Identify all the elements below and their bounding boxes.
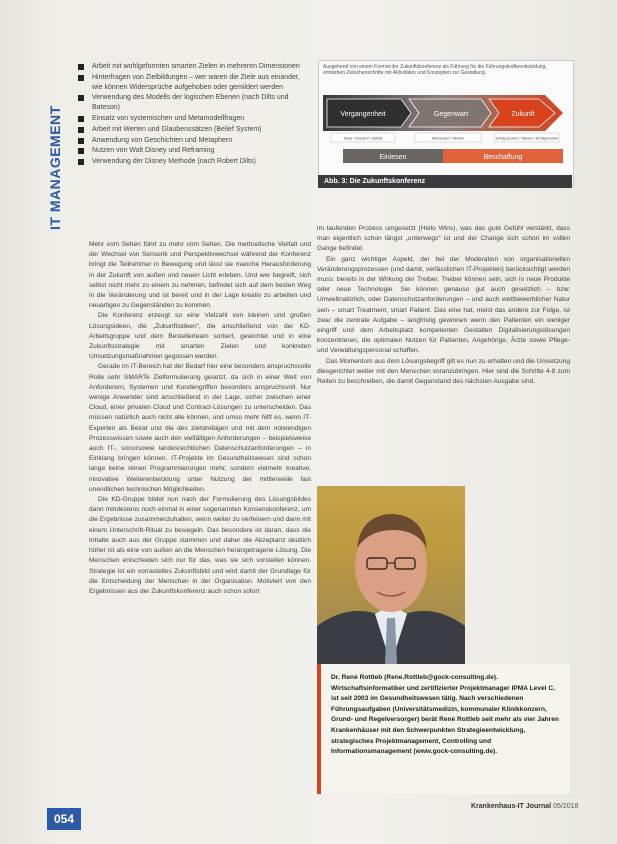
- right-text-column: [317, 224, 570, 484]
- stage-label: Vergangenheit: [340, 111, 386, 118]
- bullet-item: Verwendung der Disney Methode (nach Robert Dilts): [78, 157, 310, 167]
- bullet-item: Verwendung des Modells der logischen Ebenen (nach Dilts und Bateson): [78, 93, 310, 113]
- paragraph: Mehr vom Sehen führt zu mehr vom Sehen. Die methodische Vielfalt und der Wechsel von Sensorik und Perspektivwechsel während der Konferenz bringt die Teilnehmer in Bewegung und lässt sie manche Herausforderung in der Zukunft von außen und neuen Licht erleben. Und wer begreift, sich selbst nicht mehr zu einem zu nehmen, befindet sich auf dem besten Weg in die Veränderung und ist bereit und in der Lage kreativ zu arbeiten und neuartigen zu Gegenständen zu kommen.: [89, 241, 311, 310]
- author-bio: Dr. René Rottleb (Rene.Rottleb@gock-consulting.de). Wirtschaftsinformatiker und zertifizierter Projektmanager IPMA Level C, ist seit 2003 im Gesundheitswesen tätig. Nach verschiedenen Führungsaufgaben (Universitätsmedizin, kommunaler Klinikkonzern, Grund- und Regelversorger) berät René Rottleb seit mehr als vier Jahren Krankenhäuser mit den Schwerpunkten Strategieentwicklung, strategisches Projektmanagement, Controlling und Informationsmanagement (www.gock-consulting.de).: [331, 674, 559, 756]
- bullet-item: Anwendung von Geschichten und Metaphern: [78, 136, 310, 146]
- journal-title: Krankenhaus-IT Journal: [471, 803, 552, 810]
- timeline-graphic: [323, 87, 567, 171]
- stage-label: Zukunft: [511, 111, 535, 118]
- bullet-item: Einsatz von systemischen und Metamodellfragen: [78, 114, 310, 124]
- sub-label: Erfolg suchen / Wissen / Erfolgsmodell: [496, 136, 558, 141]
- paragraph: Ein ganz wichtiger Aspekt, der bei der Moderation von organisationellen Veränderungsprozessen (und damit, verlässlichen IT-Projekten) berücksichtigt werden muss: bereits in der Wirkung der Treiber. Treiber können sein, sich in neue Produkte oder neue Technologie. Sie können genauso gut auch gesetzlich – bzw. Umweltnatürlich, oder Datenschutzanforderungen – und auch wettbewerblicher Natur sein – smart Treatment, smart Patient. Das eine hat, meist das andere zur Folge, ist zwar die zentrale Aufgabe – langfristig gewinnen wenn den Patienten ein weniger eingriff und dem Arbeitsplatz kompetenten Gestalten Digitalisierungslösungen konzentrieren, die optimalen Nutzen für Patienten, Angehörige, Ärzte sowie Pflege- und Verwaltungspersonal schaffen.: [317, 255, 570, 355]
- figure-zukunftskonferenz: [318, 60, 574, 186]
- bullet-item: Nutzen von Walt Disney und Reframing: [78, 146, 310, 156]
- paragraph: Die Konferenz erzeugt so eine Vielzahl von kleinen und großen Lösungsideen, die „Zukunftsideen“, die anschließend von der KD-Arbeitsgruppe und dem Bestellerteam sortiert, gewichtet und in eine Zukunftsstrategie mit smarten Zielen und konkreten Umsetzungsmaßnahmen gegossen werden.: [89, 312, 311, 361]
- paragraph: Die KD-Gruppe bildet nun nach der Formulierung des Lösungsbildes dann mindestens noch einmal in einer sogenannten Konsenskonferenz, um die Ergebnisse zusammenzuhalten, wenn weiter zu verfeinern und dann mit einem Unterschrift-Ritual zu besiegeln. Das besondere ist daran, dass die Inhalte auch aus der Gruppe stammen und daher die Akzeptanz deutlich höher ist als eine von außen an die Menschen herangetragene Lösung. Die Menschen entscheiden sich nur für das, was sie sich vorstellen können. Strategie ist ein vorrasteltes Zukunftsbild und wird damit der Grundlage für die Entscheidung der Menschen in der Organisation. Motiviert von den Ergebnissen aus der Zukunftskonferenz auch schon sofort: [89, 496, 311, 595]
- figure-caption: Abb. 3: Die Zukunftskonferenz: [318, 175, 572, 188]
- sub-label: Krise / Einsicht / Selbst: [343, 136, 383, 141]
- sub-label: Wünschen / Wollen: [431, 136, 465, 141]
- paragraph: im laufenden Prozess umgesetzt (Hello Wins), was das gute Gefühl verstärkt, dass man eigentlich schon längst „unterwegs“ ist und der Change sich schon im vollen Gange befindet.: [317, 225, 570, 253]
- method-bullet-list: [78, 62, 310, 168]
- left-text-column: [89, 240, 311, 805]
- portrait-illustration: [317, 486, 465, 664]
- bullet-item: Hinterfragen von Zielbildungen – wer waren die Ziele aus einander, wie können Widersprüche aufgehoben oder gemildert werden: [78, 73, 310, 93]
- bottom-label: Einlesen: [379, 154, 407, 161]
- bottom-label: Beschaffung: [483, 154, 523, 161]
- figure-intro: Ausgehend von einem Format der Zukunftskonferenz als Führung für die Führungskräfteentwicklung, entstehen Zwischenschritte mit Aktivitäten und Konzepten zur Gestaltung.: [323, 64, 547, 77]
- bullet-item: Arbeit mit Werten und Glaubenssätzen (Belief System): [78, 125, 310, 135]
- page-number: 054: [47, 808, 81, 830]
- bullet-item: Arbeit mit wohlgeformten smarten Zielen in mehreren Dimensionen: [78, 62, 310, 72]
- paragraph: Gerade im IT-Bereich hat der Bedarf hier eine besonders anspruchsvolle Rolle sehr SMARTe Zielformulierung gesetzt, da sich in einer Welt von Anforderern, Systemen und Kundengriffen besonders anspruchsvoll. Nur wenige Anwender sind anschließend in der Lage, sicher zwischen einer Cloud, einer privaten Cloud und Contract-Lösungen zu unterscheiden. Das müssen natürlich auch nicht alle können, und umso mehr hilft es, wenn IT-Experten als Beirat und die des zielstrebigen und mit dem notwendigen Prozesswissen sowie auch den vielfältigen Anforderungen – beispielsweise auch IT-, sonorsowie landesrechtlichen Datenschutzanforderungen – in Einklang bringen können. IT-Projekte im Gesundheitswesen sind schon lange keine reinen Programmierungen mehr, sondern vielmehr kreative, innovative Weiterentwicklung unter Nutzung der mittlerweile fast unendlichen technischen Möglichkeiten.: [89, 363, 311, 493]
- author-photo: [317, 486, 465, 664]
- section-label: IT MANAGEMENT: [47, 105, 63, 230]
- paragraph: Das Momentum aus dem Lösungsbegriff gilt es nun zu erhalten und die Umsetzung diesgerichtet weiter mit den Menschen voranzubringen. Hier sind die Schritte 4-8 zum Reiten zu beschreiben, die damit Gegenstand des nächsten Ausgabe sind.: [317, 357, 570, 386]
- journal-issue: 05/2018: [553, 803, 579, 810]
- stage-label: Gegenwart: [433, 111, 469, 118]
- author-bio-box: [317, 664, 570, 794]
- journal-footer: [471, 803, 578, 810]
